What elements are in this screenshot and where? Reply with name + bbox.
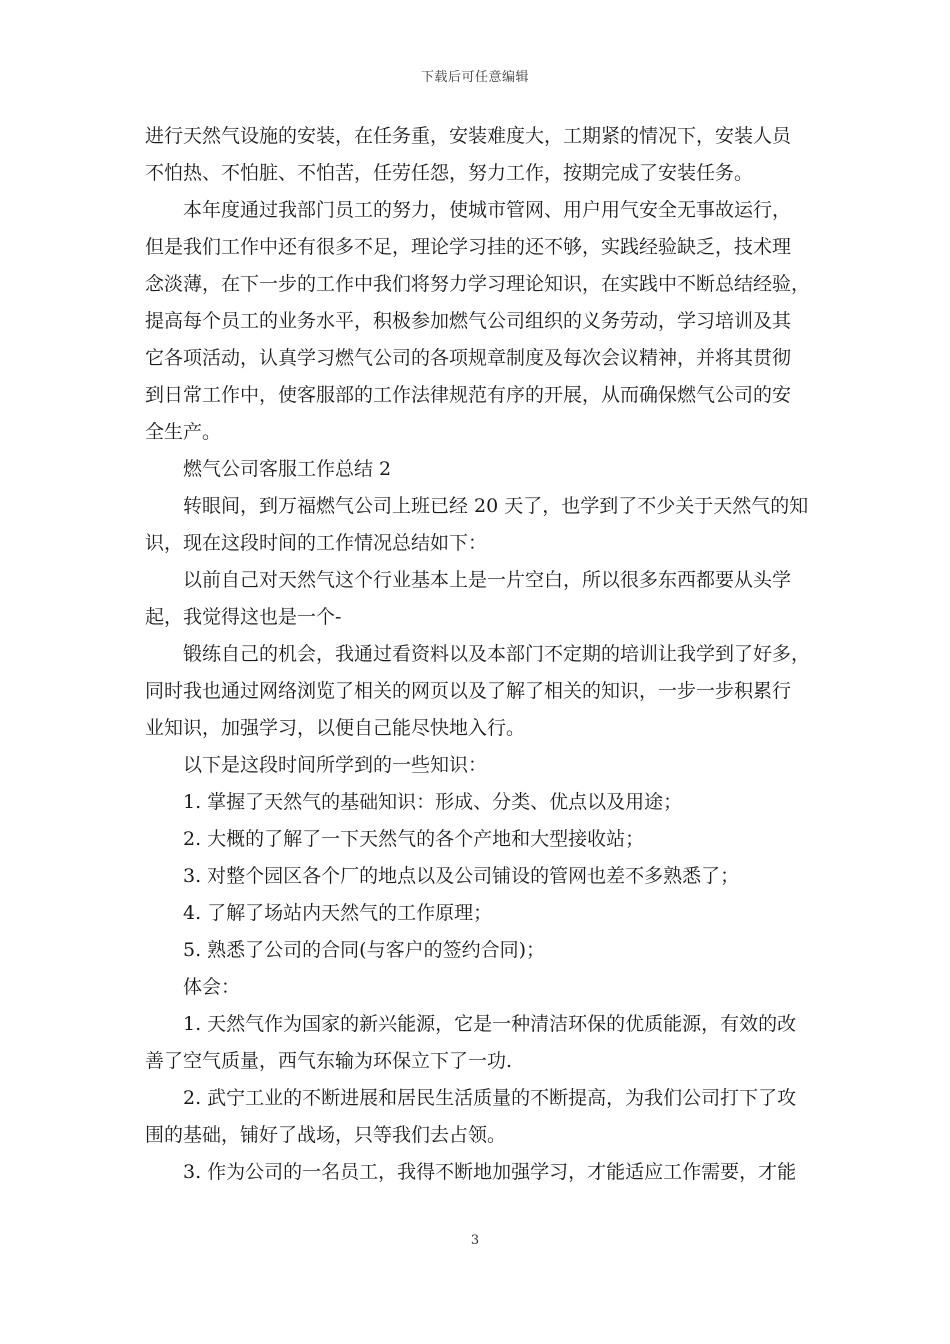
text-line: 全生产。 xyxy=(145,421,222,443)
text-line: 2. 大概的了解了一下天然气的各个产地和大型接收站； xyxy=(183,828,645,850)
text-line: 5. 熟悉了公司的合同(与客户的签约合同)； xyxy=(183,939,545,961)
text-line: 转眼间，到万福燃气公司上班已经 20 天了，也学到了不少关于天然气的知 xyxy=(183,495,809,517)
text-line: 以下是这段时间所学到的一些知识： xyxy=(183,754,488,776)
text-line: 同时我也通过网络浏览了相关的网页以及了解了相关的知识，一步一步积累行 xyxy=(145,680,792,702)
page-header: 下载后可任意编辑 xyxy=(420,70,529,85)
text-line: 本年度通过我部门员工的努力，使城市管网、用户用气安全无事故运行， xyxy=(183,199,792,221)
text-line: 业知识，加强学习，以便自己能尽快地入行。 xyxy=(145,717,526,739)
text-line: 不怕热、不怕脏、不怕苦，任劳任怨，努力工作，按期完成了安装任务。 xyxy=(145,162,754,184)
text-line: 1. 掌握了天然气的基础知识：形成、分类、优点以及用途； xyxy=(183,791,683,813)
text-line: 2. 武宁工业的不断进展和居民生活质量的不断提高，为我们公司打下了攻 xyxy=(183,1087,797,1109)
text-line: 燃气公司客服工作总结 2 xyxy=(183,458,392,480)
text-line: 到日常工作中，使客服部的工作法律规范有序的开展，从而确保燃气公司的安 xyxy=(145,384,792,406)
text-line: 体会： xyxy=(183,976,241,998)
text-line: 3. 对整个园区各个厂的地点以及公司铺设的管网也差不多熟悉了； xyxy=(183,865,740,887)
text-line: 它各项活动，认真学习燃气公司的各项规章制度及每次会议精神，并将其贯彻 xyxy=(145,347,792,369)
text-line: 锻练自己的机会，我通过看资料以及本部门不定期的培训让我学到了好多， xyxy=(183,643,810,665)
document-body xyxy=(145,118,810,1191)
text-line: 围的基础，铺好了战场，只等我们去占领。 xyxy=(145,1124,507,1146)
text-line: 3. 作为公司的一名员工，我得不断地加强学习，才能适应工作需要，才能 xyxy=(183,1161,797,1183)
text-line: 起，我觉得这也是一个- xyxy=(145,606,342,628)
text-line: 但是我们工作中还有很多不足，理论学习挂的还不够，实践经验缺乏，技术理 xyxy=(145,236,792,258)
text-line: 念淡薄，在下一步的工作中我们将努力学习理论知识，在实践中不断总结经验， xyxy=(145,273,810,295)
text-line: 识，现在这段时间的工作情况总结如下： xyxy=(145,532,488,554)
text-line: 以前自己对天然气这个行业基本上是一片空白，所以很多东西都要从头学 xyxy=(183,569,792,591)
text-line: 提高每个员工的业务水平，积极参加燃气公司组织的义务劳动，学习培训及其 xyxy=(145,310,792,332)
text-line: 善了空气质量，西气东输为环保立下了一功. xyxy=(145,1050,513,1072)
text-line: 4. 了解了场站内天然气的工作原理； xyxy=(183,902,493,924)
page-number: 3 xyxy=(470,1233,480,1248)
text-line: 进行天然气设施的安装，在任务重，安装难度大，工期紧的情况下，安装人员 xyxy=(145,125,792,147)
text-line: 1. 天然气作为国家的新兴能源，它是一种清洁环保的优质能源，有效的改 xyxy=(183,1013,797,1035)
